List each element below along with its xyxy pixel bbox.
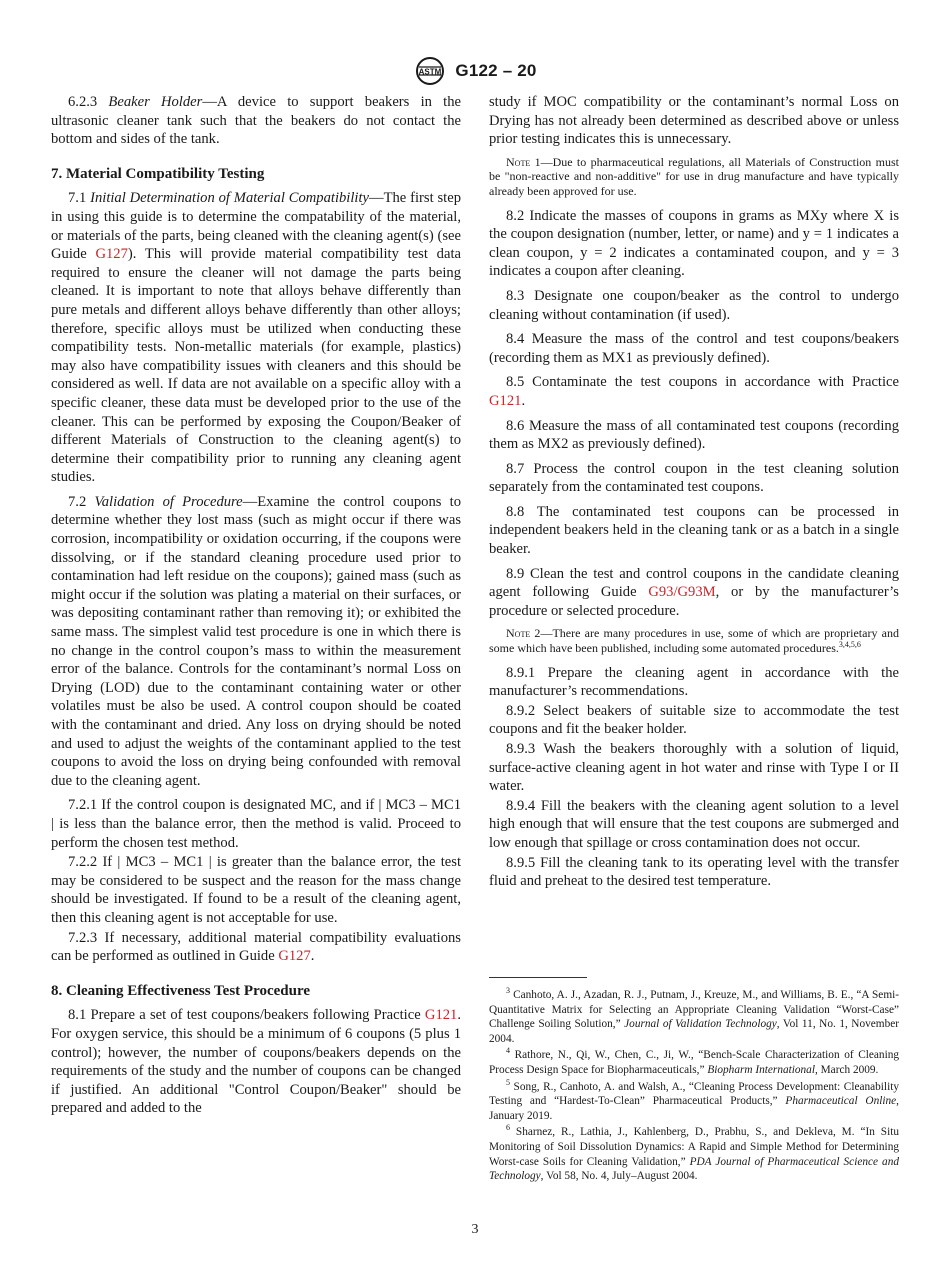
- heading-section-7: 7. Material Compatibility Testing: [51, 165, 265, 182]
- section-7-2-3: 7.2.3 If necessary, additional material compatibility evaluations can be performed as outlined in Guide G127.: [51, 929, 461, 965]
- section-8-9-3: 8.9.3 Wash the beakers thoroughly with a solution of liquid, surface-active cleaning agent in hot water and rinse with Type I or II water.: [489, 741, 899, 795]
- footnote-divider: [489, 977, 587, 978]
- left-column: [51, 93, 461, 1124]
- link-g121[interactable]: G121: [424, 1007, 458, 1024]
- section-8-9-4: 8.9.4 Fill the beakers with the cleaning agent solution to a level high enough that will ensure that the test coupons are submerged and low enough that spillage or cross contamination does not occur.: [489, 797, 899, 851]
- footnote: $^5$ Song, R., Canhoto, A. and Walsh, A., “Cleaning Process Development: Cleanability Testing and “Hardest-To-Clean” Pharmaceutical Products,” Pharmaceutical Online, January 2019.: [489, 1077, 900, 1122]
- section-8-7: 8.7 Process the control coupon in the test cleaning solution separately from the contaminated test coupons.: [489, 460, 899, 496]
- astm-logo-icon: [413, 56, 447, 86]
- page-number: 3: [471, 1222, 479, 1237]
- link-g127-2[interactable]: G127: [278, 948, 311, 965]
- section-8-3: 8.3 Designate one coupon/beaker as the control to undergo cleaning without contamination (if used).: [489, 287, 899, 323]
- right-column: [489, 93, 899, 892]
- svg-text:ASTM: ASTM: [419, 67, 442, 77]
- footnote: $^3$ Canhoto, A. J., Azadan, R. J., Putnam, J., Kreuze, M., and Williams, B. E., “A Semi-Quantitative Matrix for Selecting an Appropriate Cleaning Validation “Worst-Case” Challenge Soiling Solution,” Journal of Validation Technology, Vol 11, No. 1, November 2004.: [489, 986, 900, 1045]
- section-8-9-5: 8.9.5 Fill the cleaning tank to its operating level with the transfer fluid and preheat to the desired test temperature.: [489, 854, 899, 890]
- section-8-4: 8.4 Measure the mass of the control and test coupons/beakers (recording them as MX1 as previously defined).: [489, 331, 899, 366]
- section-8-6: 8.6 Measure the mass of all contaminated test coupons (recording them as MX2 as previously defined).: [489, 417, 899, 453]
- section-8-1-continued: study if MOC compatibility or the contaminant’s normal Loss on Drying has not already been determined as described above or unless prior testing indicates this is unnecessary.: [489, 94, 899, 148]
- section-7-2-1: 7.2.1 If the control coupon is designated MC, and if | MC3 – MC1 | is less than the balance error, then the method is valid. Proceed to perform the chosen test method.: [51, 797, 461, 851]
- footnote: $^4$ Rathore, N., Qi, W., Chen, C., Ji, W., “Bench-Scale Characterization of Cleaning Process Design Space for Biopharmaceuticals,” Biopharm International, March 2009.: [489, 1046, 900, 1076]
- link-g121-2[interactable]: G121: [489, 392, 522, 409]
- standard-designation: G122 – 20: [455, 61, 537, 80]
- section-8-9-1: 8.9.1 Prepare the cleaning agent in accordance with the manufacturer’s recommendations.: [489, 664, 899, 700]
- section-8-2: 8.2 Indicate the masses of coupons in grams as MXy where X is the coupon designation (number, letter, or name) and y = 1 indicates a clean coupon, y = 2 indicates a contaminated coupon, and y = 3 indicates a coupon after cleaning.: [489, 207, 899, 280]
- section-6-2-3: 6.2.3 Beaker Holder—A device to support beakers in the ultrasonic cleaner tank such that the beakers do not contact the bottom and sides of the tank.: [51, 94, 461, 148]
- section-8-9: 8.9 Clean the test and control coupons in the candidate cleaning agent following Guide G93/G93M, or by the manufacturer’s procedure or selected procedure.: [489, 565, 899, 619]
- section-7-2: 7.2 Validation of Procedure—Examine the control coupons to determine whether they lost mass (such as might occur if there was corrosion, incompatibility or oxidation occurring, if the coupons were dissolving, or if the standard cleaning procedure used prior to contamination had left residue on the coupons); gained mass (such as might occur if the solution was plating a material on their surfaces, or was depositing contaminant rather than removing it); or exhibited the same mass. The simplest valid test procedure is one in which there is no change in the control coupon’s mass to within the measurement error of the balance. Controls for the contaminant’s normal Loss on Drying (LOD) due to the contaminant containing water or other volatiles must be also be used. A control coupon should be coated with the contaminant and dried. Any loss on drying should be noted and used to adjust the weights of the contaminant applied to the test coupons to avoid the loss on drying being confounded with removal due to the cleaning agent.: [51, 493, 461, 789]
- link-g93[interactable]: G93/G93M: [648, 584, 716, 601]
- page-header: [0, 56, 950, 86]
- section-8-5: 8.5 Contaminate the test coupons in accordance with Practice G121.: [489, 374, 899, 409]
- footnote: $^6$ Sharnez, R., Lathia, J., Kahlenberg, D., Prabhu, S., and Dekleva, M. “In Situ Monitoring of Soil Dissolution Dynamics: A Rapid and Simple Method for Determining Worst-case Soils for Cleaning Validation,” PDA Journal of Pharmaceutical Science and Technology, Vol 58, No. 4, July–August 2004.: [489, 1123, 899, 1183]
- section-7-2-2: 7.2.2 If | MC3 – MC1 | is greater than the balance error, the test may be considered to be suspect and the reason for the mass change should be investigated. If found to be a result of the cleaning agent, then this cleaning agent is not acceptable for use.: [51, 854, 461, 926]
- link-g127[interactable]: G127: [95, 246, 128, 263]
- heading-section-8: 8. Cleaning Effectiveness Test Procedure: [51, 982, 311, 999]
- section-8-1: 8.1 Prepare a set of test coupons/beakers following Practice G121. For oxygen service, this should be a minimum of 6 coupons (5 plus 1 control); however, the number of coupons/beakers depends on the requirements of the study and the number of coupons can be changed if justified. An additional "Control Coupon/Beaker" should be prepared and added to the: [51, 1007, 461, 1117]
- note-1: Note 1—Due to pharmaceutical regulations, all Materials of Construction must be "non-reactive and non-additive" for use in drug manufacture and have typically already been approved for use.: [489, 154, 900, 198]
- section-7-1: 7.1 Initial Determination of Material Compatibility—The first step in using this guide is to determine the compatability of the material, or materials of the parts, being cleaned with the cleaning agent(s) (see Guide G127). This will provide material compatibility test data required to ensure the cleaner will not damage the parts being cleaned. It is important to note that alloys behave differently than pure metals and different alloys behave differently than other alloys; therefore, specific alloys must be utilized when conducting these compatibility tests. Non-metallic materials (for example, plastics) may also have compatibility issues with cleaners and this should be considered as well. If data are not available on a specific alloy with a specific cleaner, these data must be developed prior to the use of the cleaner. This can be performed by exposing the Coupon/Beaker of different Materials of Construction to the cleaning agent(s) to determine their compatibility prior to running any cleaning agent studies.: [51, 190, 461, 486]
- footnotes: [489, 988, 899, 1186]
- note-2: Note 2—There are many procedures in use, some of which are proprietary and some which have been published, including some automated procedures.$^{3,4,5,6}$: [489, 626, 899, 656]
- footnote-refs[interactable]: 3,4,5,6: [838, 640, 861, 650]
- section-8-9-2: 8.9.2 Select beakers of suitable size to accommodate the test coupons and fit the beaker holder.: [489, 702, 899, 738]
- section-8-8: 8.8 The contaminated test coupons can be processed in independent beakers held in the cleaning tank or as a batch in a single beaker.: [489, 503, 899, 558]
